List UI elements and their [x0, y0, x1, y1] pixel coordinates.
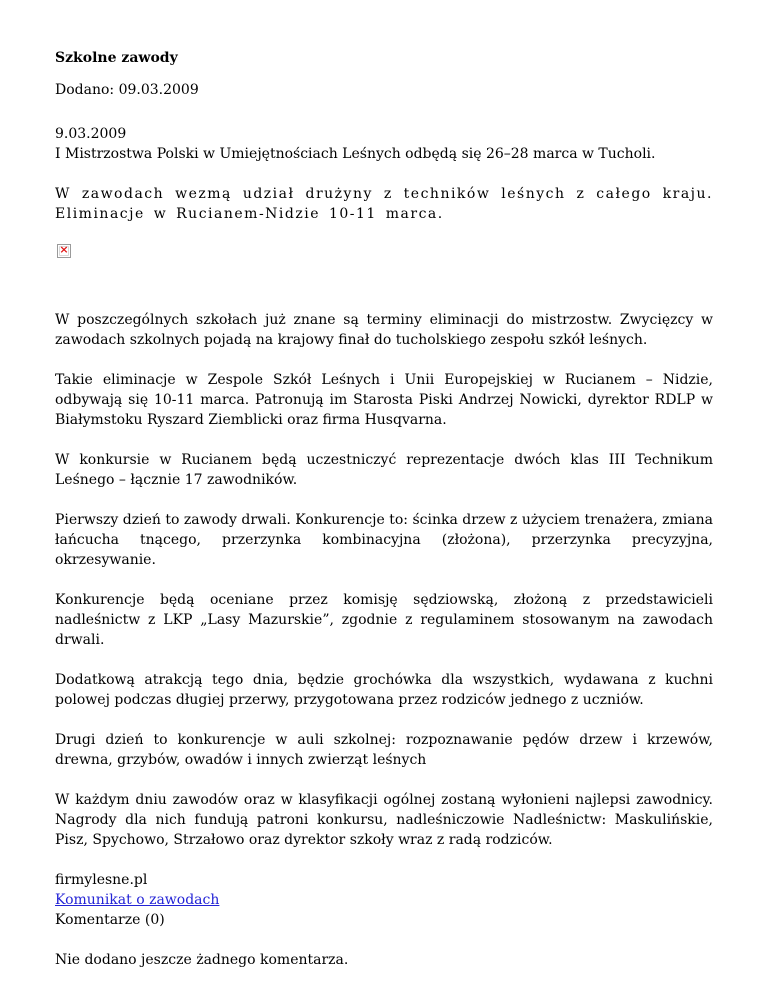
source-text: firmylesne.pl [55, 872, 148, 888]
comments-count: Komentarze (0) [55, 912, 165, 928]
no-comments-message: Nie dodano jeszcze żadnego komentarza. [55, 952, 349, 968]
announcement-link[interactable]: Komunikat o zawodach [55, 892, 220, 908]
paragraph-8: W każdym dniu zawodów oraz w klasyfikacji ogólnej zostaną wyłonieni najlepsi zawodnicy. Nagrody dla nich fundują patroni konkursu, nadleśniczowie Nadleśnictw: Maskulińskie, Pisz, Spychowo, Strzałowo oraz dyrektor szkoły wraz z radą rodziców. [55, 792, 713, 848]
paragraph-6: Dodatkową atrakcją tego dnia, będzie grochówka dla wszystkich, wydawana z kuchni polowej podczas długiej przerwy, przygotowana przez rodziców jednego z uczniów. [55, 672, 713, 708]
article-date: 9.03.2009 [55, 126, 127, 142]
paragraph-2: Takie eliminacje w Zespole Szkół Leśnych i Unii Europejskiej w Rucianem – Nidzie, odbywają się 10-11 marca. Patronują im Starosta Piski Andrzej Nowicki, dyrektor RDLP w Białymstoku Ryszard Ziemblicki oraz firma Husqvarna. [55, 372, 713, 428]
paragraph-1: W poszczególnych szkołach już znane są terminy eliminacji do mistrzostw. Zwycięzcy w zawodach szkolnych pojadą na krajowy finał do tucholskiego zespołu szkół leśnych. [55, 312, 713, 348]
lead-paragraph: I Mistrzostwa Polski w Umiejętnościach Leśnych odbędą się 26–28 marca w Tucholi. [55, 146, 656, 162]
paragraph-5: Konkurencje będą oceniane przez komisję sędziowską, złożoną z przedstawicieli nadleśnictw z LKP „Lasy Mazurskie”, zgodnie z regulaminem stosowanym na zawodach drwali. [55, 592, 713, 648]
paragraph-3: W konkursie w Rucianem będą uczestniczyć reprezentacje dwóch klas III Technikum Leśnego – łącznie 17 zawodników. [55, 452, 713, 488]
intro-paragraph: W zawodach wezmą udział drużyny z techników leśnych z całego kraju. Eliminacje w Rucianem-Nidzie 10-11 marca. [55, 186, 713, 222]
page-title: Szkolne zawody [55, 50, 178, 66]
broken-image-icon: × [57, 244, 71, 258]
image-placeholder [55, 244, 713, 310]
paragraph-7: Drugi dzień to konkurencje w auli szkolnej: rozpoznawanie pędów drzew i krzewów, drewna, grzybów, owadów i innych zwierząt leśnych [55, 732, 713, 768]
paragraph-4: Pierwszy dzień to zawody drwali. Konkurencje to: ścinka drzew z użyciem trenażera, zmiana łańcucha tnącego, przerzynka kombinacyjna (złożona), przerzynka precyzyjna, okrzesywanie. [55, 512, 713, 568]
added-date: Dodano: 09.03.2009 [55, 82, 199, 98]
